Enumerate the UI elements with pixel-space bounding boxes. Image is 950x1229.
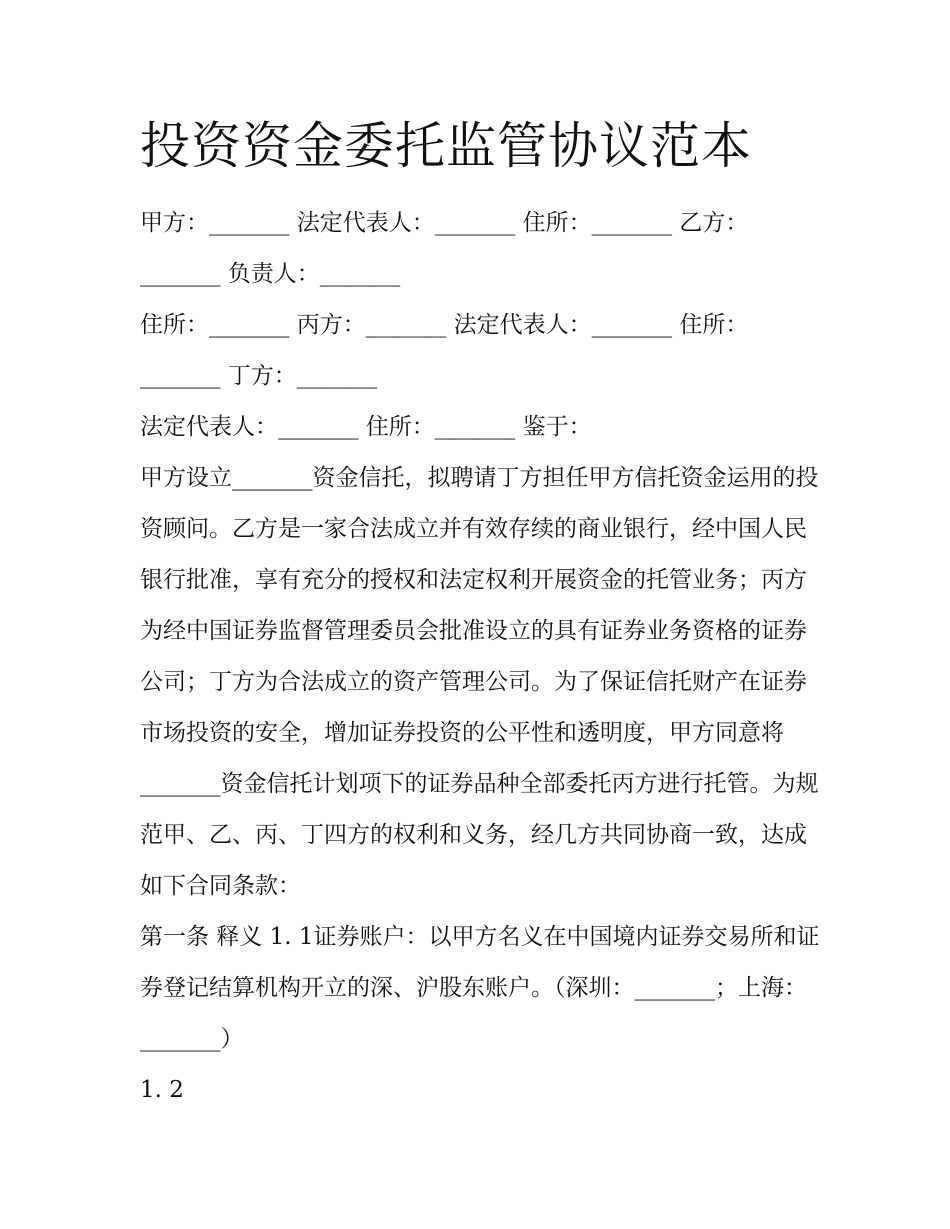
clause-1-2: 1. 2 [140, 1077, 184, 1103]
parties-paragraph-3: 法定代表人：_______ 住所：_______ 鉴于： [140, 414, 592, 440]
parties-paragraph-2: 住所：_______ 丙方：_______ 法定代表人：_______ 住所：_______ 丁方：_______ [140, 312, 749, 389]
parties-paragraph-1: 甲方：_______ 法定代表人：_______ 住所：_______ 乙方：_______ 负责人：_______ [140, 210, 749, 287]
recital-paragraph: 甲方设立_______资金信托，拟聘请丁方担任甲方信托资金运用的投资顾问。乙方是一家合法成立并有效存续的商业银行，经中国人民银行批准，享有充分的授权和法定权利开展资金的托管业务；丙方为经中国证券监督管理委员会批准设立的具有证券业务资格的证券公司；丁方为合法成立的资产管理公司。为了保证信托财产在证券市场投资的安全，增加证券投资的公平性和透明度，甲方同意将_______资金信托计划项下的证券品种全部委托丙方进行托管。为规范甲、乙、丙、丁四方的权利和义务，经几方共同协商一致，达成如下合同条款： [140, 465, 819, 899]
document-body [140, 198, 820, 1116]
article-1-paragraph: 第一条 释义 1. 1证券账户：以甲方名义在中国境内证券交易所和证券登记结算机构开立的深、沪股东账户。（深圳：_______；上海：_______） [140, 924, 820, 1052]
document-title: 投资资金委托监管协议范本 [140, 117, 752, 175]
